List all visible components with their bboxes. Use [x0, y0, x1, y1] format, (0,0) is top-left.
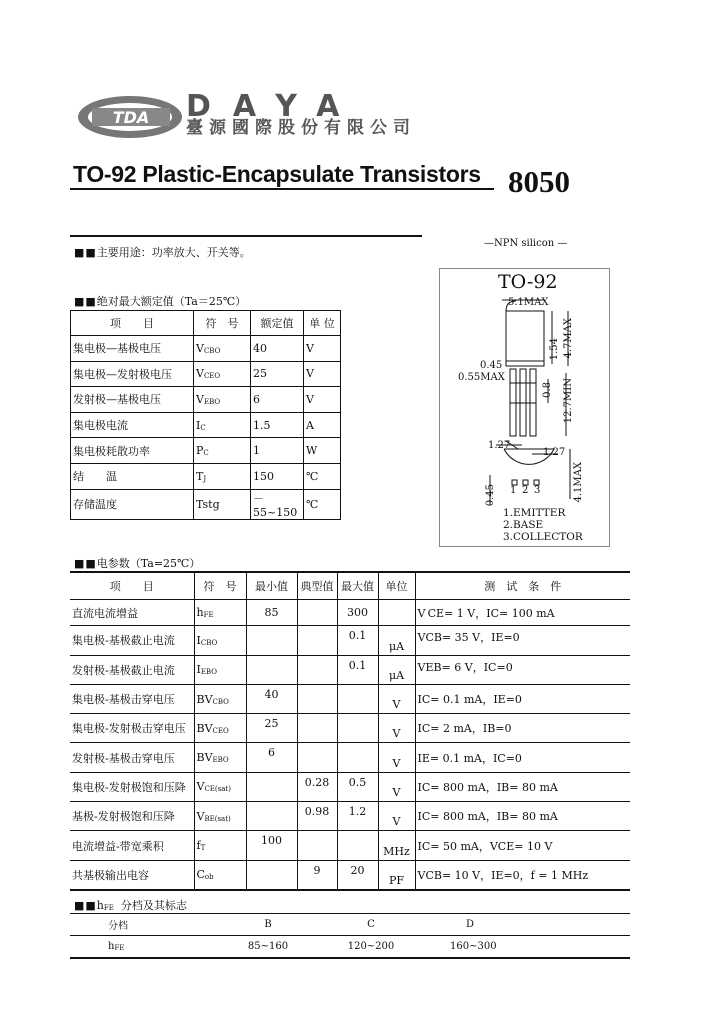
pin-number-3: 3 [534, 485, 541, 496]
table-row: 集电极-发射极击穿电压 $BV_{CEO}$ 25 V IC= 2 mA，IB=0 [70, 714, 630, 743]
table-row: 共基极输出电容 $C_{ob}$ 9 20 PF VCB= 10 V，IE=0，f = 1 MHz [70, 860, 630, 890]
dim-lead-width: 0.45 [480, 360, 503, 371]
logo-latin-text: DAYA [186, 89, 362, 124]
table-row: 直流电流增益 $h_{FE}$ 85 300 V CE= 1 V，IC= 100 mA [70, 600, 630, 626]
table-header-row: 项 目 符 号 最小值 典型值 最大值 单位 测 试 条 件 [70, 572, 630, 600]
header-item: 项 目 [71, 311, 194, 336]
bullet-squares: ■■ [74, 899, 97, 912]
hfe-class-caption: $■■h_{FE}$ 分档及其标志 [74, 899, 187, 912]
table-row: 集电极耗散功率 $P_C$ 1 W [71, 438, 341, 464]
table-row: 集电极—发射极电压 $V_{CEO}$ 25 V [71, 361, 341, 387]
dim-body-height: 4.7MAX [563, 318, 574, 359]
svg-text:TDA: TDA [112, 108, 150, 127]
usage-line [74, 246, 251, 260]
table-row: 集电极—基极电压 $V_{CBO}$ 40 V [71, 336, 341, 362]
header-unit: 单 位 [304, 311, 341, 336]
document-title: TO-92 Plastic-Encapsulate Transistors [73, 161, 481, 187]
dim-lead-thickness: 0.8 [542, 382, 553, 398]
dim-lead-width-max: 0.55MAX [458, 372, 505, 383]
table-row: $h_{FE}$ 85~160 120~200 160~300 [70, 936, 630, 959]
table-row: 结 温 $T_J$ 150 ℃ [71, 463, 341, 489]
abs-max-caption: ■■绝对最大额定值（Ta＝25℃） [74, 295, 247, 308]
dim-width: 5.1MAX [508, 297, 549, 308]
table-row: 分档 B C D [70, 914, 630, 936]
bullet-squares: ■■ [74, 295, 97, 308]
table-header-row [71, 311, 341, 336]
pin-legend [503, 507, 583, 543]
table-row: 集电极-基极击穿电压 $BV_{CBO}$ 40 V IC= 0.1 mA，IE=0 [70, 684, 630, 713]
header-symbol: 符 号 [194, 311, 251, 336]
table-row: 基极-发射极饱和压降 $V_{BE(sat)}$ 0.98 1.2 V IC= 800 mA，IB= 80 mA [70, 802, 630, 831]
pin-number-1: 1 [510, 485, 517, 496]
section-rule [70, 235, 422, 237]
electrical-characteristics-table [70, 571, 630, 891]
npn-note: —NPN silicon — [484, 238, 568, 249]
logo-chinese-text: 臺源國際股份有限公司 [186, 118, 416, 138]
table-row: 发射极-基极截止电流 $I_{EBO}$ 0.1 μA VEB= 6 V，IC=0 [70, 655, 630, 684]
table-row: 存储温度 Tstg －55~150 ℃ [71, 489, 341, 519]
pin-base: 2.BASE [503, 519, 544, 531]
pin-number-2: 2 [522, 485, 529, 496]
header-rating: 额定值 [251, 311, 304, 336]
dim-lead-length: 12.7MIN [563, 378, 574, 424]
dim-pitch-2: 1.27 [543, 447, 566, 458]
package-outline-drawing [440, 269, 608, 545]
hfe-classification-table [70, 913, 630, 959]
table-row: 电流增益-带宽乘积 $f_T$ 100 MHz IC= 50 mA，VCE= 10 V [70, 831, 630, 860]
dim-d2: 0.45 [485, 484, 496, 507]
elec-caption: ■■电参数（Ta=25℃） [74, 557, 201, 570]
table-row: 发射极—基极电压 $V_{EBO}$ 6 V [71, 387, 341, 413]
table-row: 发射极-基极击穿电压 $BV_{EBO}$ 6 V IE= 0.1 mA，IC=0 [70, 743, 630, 772]
dim-d1: 1.54 [549, 338, 560, 361]
absolute-max-ratings-table [70, 310, 341, 520]
package-title: TO-92 [498, 271, 558, 293]
table-row: 集电极电流 $I_C$ 1.5 A [71, 412, 341, 438]
table-row: 集电极-基极截止电流 $I_{CBO}$ 0.1 μA VCB= 35 V，IE=0 [70, 626, 630, 655]
table-row: 集电极-发射极饱和压降 $V_{CE(sat)}$ 0.28 0.5 V IC= 800 mA，IB= 80 mA [70, 772, 630, 801]
pin-collector: 3.COLLECTOR [503, 531, 583, 543]
bullet-squares: ■■ [74, 557, 97, 570]
usage-text: 主要用途：功率放大、开关等。 [96, 246, 251, 259]
pin-emitter: 1.EMITTER [503, 507, 566, 519]
title-rule [70, 188, 494, 190]
part-number: 8050 [508, 164, 570, 199]
bullet-squares: ■■ [74, 246, 97, 259]
dim-depth: 4.1MAX [573, 462, 584, 503]
dim-pitch-1: 1.27 [488, 440, 511, 451]
